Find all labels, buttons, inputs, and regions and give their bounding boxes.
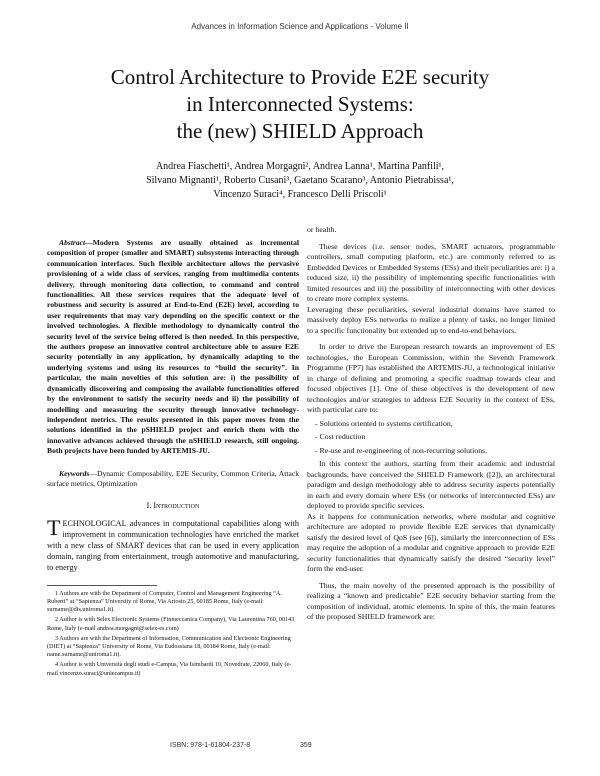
paragraph: Thus, the main novelty of the presented approach is the possibility of realizing a “known and predictable” E2E security behavior starting from the composition of individual, atomic elements. In spite of this, the main features of the proposed SHIELD framework are:	[307, 580, 555, 621]
paragraph: In this context the authors, starting from their academic and industrial backgrounds, have conceived the SHIELD Framework ([2]), an architectural paradigm and design methodology able to address security aspects potentially in each and every domain where ESs (or networks of interconnected ESs) are deployed to provide specific services.	[307, 459, 555, 510]
abstract	[47, 238, 299, 457]
author-line: Silvano Mignanti¹, Roberto Cusani³, Gaetano Scarano³, Antonio Pietrabissa¹,	[146, 175, 454, 186]
intro-first-word: ECHNOLOGICAL	[62, 518, 127, 528]
abstract-text: —Modern Systems are usually obtained as incremental composition of proper (smaller and SMART) subsystems interacting through communication interfaces. Such flexible architecture allows the pervasive provisioning of a wide class of services, ranging from multimedia contents delivery, through monitoring data collection, to command and control functionalities. All these services requires that the adequate level of robustness and security is assured at End-to-End (E2E) level, according to user requirements that may vary depending on the specific context or the involved technologies. A flexible methodology to dynamically control the security level of the service being offered is then needed. In this perspective, the authors propose an innovative control architecture able to assure E2E security potentially in any application, by dynamically adapting to the underlying systems and using its resources to “build the security”. In particular, the main novelties of this solution are: i) the possibility of dynamically discovering and composing the available functionalities offered by the environment to satisfy the security needs and ii) the possibility of modelling and measuring the security through innovative technology-independent metrics. The results presented in this paper moves from the solutions identified in the pSHIELD project and enrich them with the innovative advances achieved through the nSHIELD research, still ongoing. Both projects have been funded by ARTEMIS-JU.	[47, 238, 299, 456]
footnote: 1 Authors are with the Department of Computer, Control and Management Engineering “A. Ruberti” at “Sapienza” University of Rome, Via Ariosto 25, 00185 Rome, Italy (e-mail: surname@dis.uniroma1.it).	[47, 589, 282, 614]
title-line: in Interconnected Systems:	[186, 92, 414, 116]
left-column	[47, 238, 299, 680]
footnote-rule	[47, 585, 157, 586]
isbn-footer: ISBN: 978-1-61804-237-8	[170, 742, 251, 749]
page-number: 359	[300, 742, 312, 749]
paragraph: As it happens for communication networks, where modular and cognitive architecture are adopted to provide flexible E2E services that dynamically satisfy the desired level of QoS (see [6]), similarly the interconnection of ESs may require the adoption of a modular and cognitive approach to provide E2E security functionalities that dynamically satisfy the desired “security level” form the end-user.	[307, 511, 555, 573]
section-heading: I. Introduction	[146, 501, 200, 511]
paragraph: or health.	[307, 225, 337, 234]
paragraph: In order to drive the European research towards an improvement of ES technologies, the European Commission, within the Seventh Framework Programme (FP7) has established the ARTEMIS-JU, a technological initiative in charge of defining and promoting a specific roadmap towards clear and focused objectives [1]. One of these objectives is the development of new technologies and/or strategies to address E2E Security in the context of ESs, with particular care to:	[307, 342, 555, 414]
footnote: 3 Authors are with the Department of Information, Communication and Electronic Engineering (DIET) at “Sapienza” University of Rome, Via Eudossiana 18, 00184 Rome, Italy (e-mail: name.surname@uniroma1.it).	[47, 634, 291, 659]
author-line: Andrea Fiaschetti¹, Andrea Morgagni², Andrea Lanna¹, Martina Panfili¹,	[155, 161, 445, 172]
keywords-text: —Dynamic Composability, E2E Security, Common Criteria, Attack surface metrics, Optimization	[47, 468, 299, 488]
running-header: Advances in Information Science and Applications - Volume II	[191, 22, 409, 31]
paper-title	[40, 64, 560, 145]
intro-text: advances in computational capabilities along with improvement in communication technologies have enriched the market with a new class of SMART devices that can be used in every application domain, ranging from entertainment, trough automotive and manufacturing, to energy	[47, 518, 299, 572]
title-line: the (new) SHIELD Approach	[176, 119, 424, 143]
author-line: Vincenzo Suraci⁴, Francesco Delli Priscoli¹	[213, 189, 387, 200]
abstract-label: Abstract	[59, 238, 86, 247]
list-item: - Solutions oriented to systems certification,	[315, 418, 453, 428]
keywords-label: Keywords	[59, 468, 90, 478]
paragraph: These devices (i.e. sensor nodes, SMART actuators, programmable controllers, small computing platform, etc.) are commonly referred to as Embedded Devices or Embedded Systems (ESs) and their peculiarities are: i) a reduced size, ii) the possibility of implementing specific functionalities with limited resources and iii) the possibility of interconnecting with other devices to create more complex systems.	[307, 241, 555, 303]
bullet-list	[307, 419, 555, 457]
list-item: - Cost reduction	[315, 432, 366, 441]
drop-cap: T	[47, 514, 61, 540]
footnote: 2 Author is with Selex Electronic Systems (Finmeccanica Company), Via Laurentina 760, 00143 Rome, Italy (e-mail andrea.morgagni@selex-es.com)	[47, 616, 295, 632]
paragraph: Leveraging these peculiarities, several industrial domains have started to massively deploy ESs networks to realize a plenty of tasks, no longer limited to a specific functionality but extended up to end-to-end behaviors.	[307, 304, 555, 335]
list-item: - Re-use and re-engineering of non-recurring solutions.	[315, 445, 488, 455]
title-line: Control Architecture to Provide E2E security	[110, 65, 490, 89]
keywords	[47, 469, 299, 490]
footnote: 4 Author is with Università degli studi e-Campus, Via Isimbardi 10, Novedrate, 22060, Italy (e-mail vincenzo.suraci@uniecampus.it)	[47, 661, 292, 677]
intro-paragraph	[47, 514, 299, 573]
author-list	[60, 160, 540, 202]
right-column	[307, 225, 555, 623]
